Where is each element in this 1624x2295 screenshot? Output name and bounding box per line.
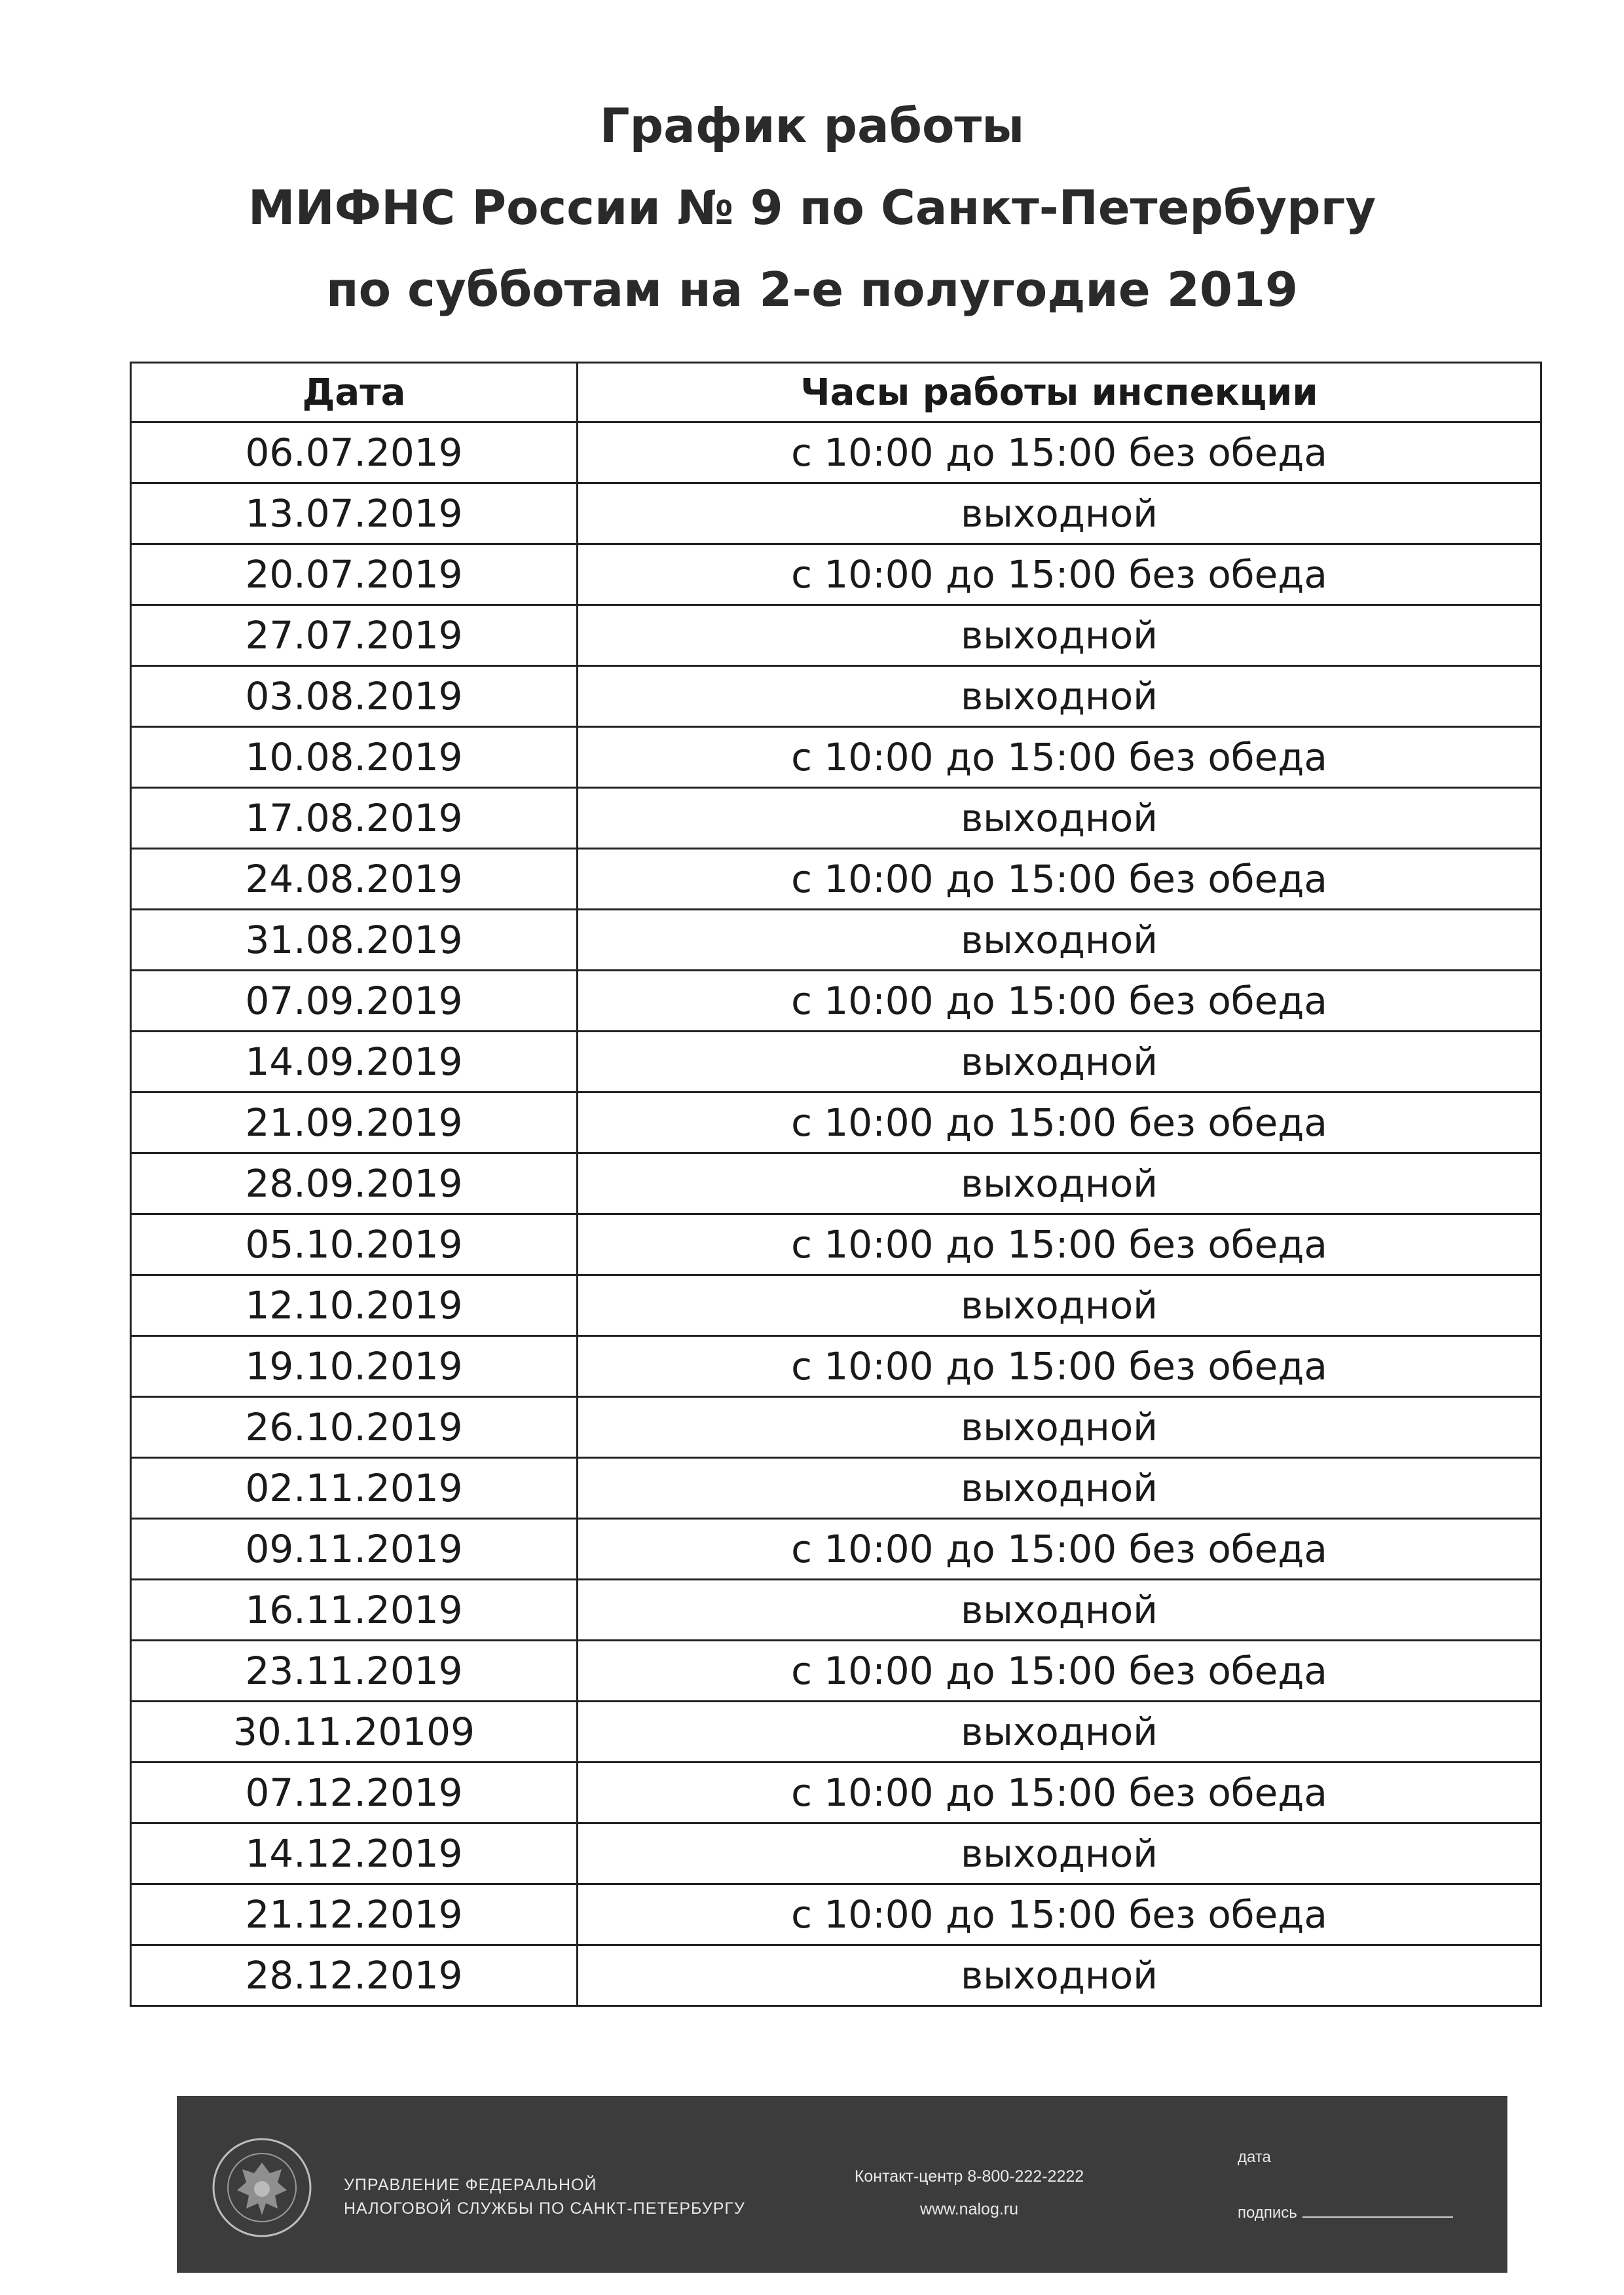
table-row bbox=[131, 1702, 1541, 1763]
date-cell: 14.12.2019 bbox=[131, 1823, 578, 1884]
table-row bbox=[131, 1032, 1541, 1092]
hours-cell: с 10:00 до 15:00 без обеда bbox=[578, 422, 1541, 483]
table-row bbox=[131, 1823, 1541, 1884]
table-row bbox=[131, 483, 1541, 544]
hours-cell: с 10:00 до 15:00 без обеда bbox=[578, 727, 1541, 788]
footer-signature bbox=[1238, 2204, 1453, 2222]
table-row bbox=[131, 1519, 1541, 1580]
hours-cell: выходной bbox=[578, 1580, 1541, 1641]
date-cell: 19.10.2019 bbox=[131, 1336, 578, 1397]
hours-cell: выходной bbox=[578, 1397, 1541, 1458]
date-cell: 05.10.2019 bbox=[131, 1214, 578, 1275]
table-row bbox=[131, 544, 1541, 605]
footer-org-line-2: НАЛОГОВОЙ СЛУЖБЫ ПО САНКТ-ПЕТЕРБУРГУ bbox=[344, 2199, 745, 2218]
hours-cell: выходной bbox=[578, 483, 1541, 544]
date-cell: 20.07.2019 bbox=[131, 544, 578, 605]
date-cell: 28.12.2019 bbox=[131, 1945, 578, 2006]
date-cell: 03.08.2019 bbox=[131, 666, 578, 727]
date-cell: 07.12.2019 bbox=[131, 1763, 578, 1823]
hours-cell: с 10:00 до 15:00 без обеда bbox=[578, 849, 1541, 910]
hours-cell: выходной bbox=[578, 1823, 1541, 1884]
footer-banner bbox=[177, 2096, 1507, 2273]
hours-cell: с 10:00 до 15:00 без обеда bbox=[578, 1214, 1541, 1275]
date-cell: 28.09.2019 bbox=[131, 1153, 578, 1214]
date-cell: 14.09.2019 bbox=[131, 1032, 578, 1092]
title-line-1: График работы bbox=[599, 98, 1025, 153]
table-row bbox=[131, 1336, 1541, 1397]
footer-website: www.nalog.ru bbox=[919, 2200, 1019, 2218]
date-cell: 16.11.2019 bbox=[131, 1580, 578, 1641]
table-row bbox=[131, 666, 1541, 727]
table-row bbox=[131, 1214, 1541, 1275]
date-cell: 23.11.2019 bbox=[131, 1641, 578, 1702]
table-row bbox=[131, 910, 1541, 971]
footer-contact bbox=[838, 2160, 1100, 2226]
fns-emblem-icon bbox=[210, 2135, 314, 2240]
date-cell: 07.09.2019 bbox=[131, 971, 578, 1032]
table-row bbox=[131, 605, 1541, 666]
hours-cell: с 10:00 до 15:00 без обеда bbox=[578, 1884, 1541, 1945]
table-row bbox=[131, 788, 1541, 849]
hours-cell: выходной bbox=[578, 1153, 1541, 1214]
hours-cell: выходной bbox=[578, 788, 1541, 849]
hours-cell: с 10:00 до 15:00 без обеда bbox=[578, 971, 1541, 1032]
document-title bbox=[0, 85, 1624, 331]
hours-cell: выходной bbox=[578, 910, 1541, 971]
footer-contact-phone: Контакт-центр 8-800-222-2222 bbox=[854, 2167, 1084, 2186]
title-line-3: по субботам на 2-е полугодие 2019 bbox=[325, 262, 1299, 317]
table-row bbox=[131, 849, 1541, 910]
footer-organization bbox=[344, 2173, 745, 2220]
header-date: Дата bbox=[131, 363, 578, 422]
date-cell: 26.10.2019 bbox=[131, 1397, 578, 1458]
hours-cell: выходной bbox=[578, 1945, 1541, 2006]
hours-cell: выходной bbox=[578, 1458, 1541, 1519]
hours-cell: выходной bbox=[578, 605, 1541, 666]
date-cell: 24.08.2019 bbox=[131, 849, 578, 910]
table-row bbox=[131, 1641, 1541, 1702]
table-row bbox=[131, 1763, 1541, 1823]
title-line-2: МИФНС России № 9 по Санкт-Петербургу bbox=[248, 180, 1376, 235]
hours-cell: с 10:00 до 15:00 без обеда bbox=[578, 1092, 1541, 1153]
header-hours: Часы работы инспекции bbox=[578, 363, 1541, 422]
table-body bbox=[131, 422, 1541, 2006]
hours-cell: с 10:00 до 15:00 без обеда bbox=[578, 1763, 1541, 1823]
date-cell: 02.11.2019 bbox=[131, 1458, 578, 1519]
table-row bbox=[131, 1945, 1541, 2006]
table-row bbox=[131, 1397, 1541, 1458]
date-cell: 27.07.2019 bbox=[131, 605, 578, 666]
table-row bbox=[131, 422, 1541, 483]
hours-cell: с 10:00 до 15:00 без обеда bbox=[578, 1519, 1541, 1580]
table-header-row bbox=[131, 363, 1541, 422]
hours-cell: выходной bbox=[578, 1702, 1541, 1763]
footer-org-line-1: УПРАВЛЕНИЕ ФЕДЕРАЛЬНОЙ bbox=[344, 2176, 597, 2194]
hours-cell: выходной bbox=[578, 1275, 1541, 1336]
table-row bbox=[131, 1580, 1541, 1641]
date-cell: 10.08.2019 bbox=[131, 727, 578, 788]
table-row bbox=[131, 1153, 1541, 1214]
table-row bbox=[131, 1092, 1541, 1153]
date-cell: 13.07.2019 bbox=[131, 483, 578, 544]
footer-date-label: дата bbox=[1238, 2148, 1271, 2166]
date-cell: 30.11.20109 bbox=[131, 1702, 578, 1763]
date-cell: 06.07.2019 bbox=[131, 422, 578, 483]
table-row bbox=[131, 1275, 1541, 1336]
hours-cell: с 10:00 до 15:00 без обеда bbox=[578, 544, 1541, 605]
hours-cell: выходной bbox=[578, 1032, 1541, 1092]
date-cell: 09.11.2019 bbox=[131, 1519, 578, 1580]
date-cell: 17.08.2019 bbox=[131, 788, 578, 849]
table-row bbox=[131, 971, 1541, 1032]
hours-cell: с 10:00 до 15:00 без обеда bbox=[578, 1336, 1541, 1397]
signature-line bbox=[1302, 2216, 1453, 2218]
date-cell: 31.08.2019 bbox=[131, 910, 578, 971]
hours-cell: выходной bbox=[578, 666, 1541, 727]
footer-signature-label: подпись bbox=[1238, 2204, 1297, 2222]
date-cell: 12.10.2019 bbox=[131, 1275, 578, 1336]
table-row bbox=[131, 727, 1541, 788]
date-cell: 21.09.2019 bbox=[131, 1092, 578, 1153]
schedule-table bbox=[130, 362, 1542, 2007]
table-row bbox=[131, 1458, 1541, 1519]
date-cell: 21.12.2019 bbox=[131, 1884, 578, 1945]
table-row bbox=[131, 1884, 1541, 1945]
hours-cell: с 10:00 до 15:00 без обеда bbox=[578, 1641, 1541, 1702]
